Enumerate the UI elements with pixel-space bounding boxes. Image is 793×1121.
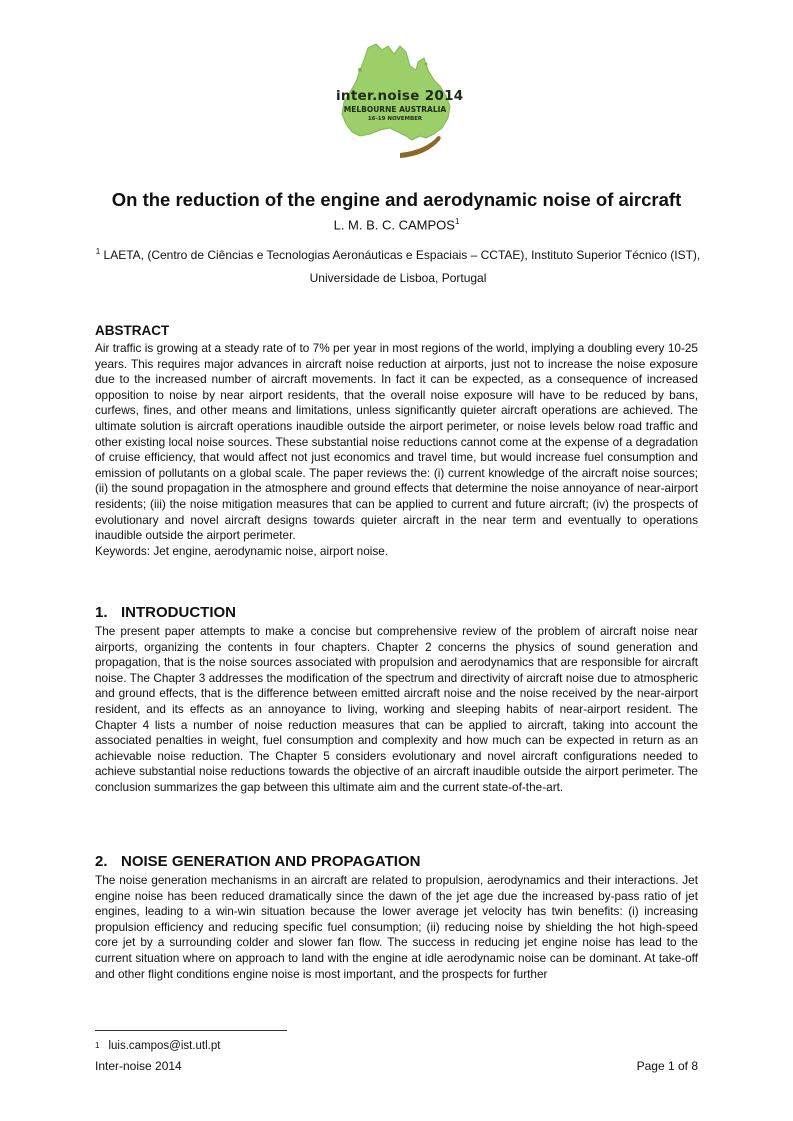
abstract-heading: ABSTRACT bbox=[95, 323, 170, 338]
section-heading bbox=[95, 853, 698, 871]
footnote bbox=[95, 1039, 220, 1053]
conference-logo bbox=[330, 40, 464, 165]
logo-location: MELBOURNE AUSTRALIA bbox=[343, 105, 447, 114]
footnote-email: luis.campos@ist.utl.pt bbox=[108, 1040, 221, 1052]
affiliation-mark: 1 bbox=[95, 247, 101, 256]
affiliation-line-2: Universidade de Lisboa, Portugal bbox=[309, 271, 487, 285]
keywords: Keywords: Jet engine, aerodynamic noise, airport noise. bbox=[95, 543, 389, 558]
section-title: NOISE GENERATION AND PROPAGATION bbox=[121, 853, 421, 870]
logo-dates: 16-19 NOVEMBER bbox=[367, 116, 423, 122]
section-title: INTRODUCTION bbox=[121, 604, 236, 621]
logo-title: inter.noise 2014 bbox=[336, 88, 464, 104]
section-number: 2. bbox=[95, 853, 108, 870]
footnote-mark: 1 bbox=[95, 1041, 100, 1050]
boomerang-icon bbox=[400, 136, 441, 158]
author-name: L. M. B. C. CAMPOS bbox=[333, 217, 455, 233]
section-heading bbox=[95, 604, 698, 622]
footer-page-number: Page 1 of 8 bbox=[636, 1059, 698, 1073]
abstract-text: Air traffic is growing at a steady rate of to 7% per year in most regions of the world, implying a doubling every 10-25 years. This requires major advances in aircraft noise reduction at airports, just not to increase the noise exposure due to the increased number of aircraft movements. In fact it can be expected, as a consequence of increased opposition to noise by near airport residents, that the overall noise exposure will have to be reduced by bans, curfews, fines, and other means and limitations, unless significantly quieter aircraft operations are achieved. The ultimate solution is aircraft operations inaudible outside the airport perimeter, or noise levels below road traffic and other existing local noise sources. These substantial noise reductions cannot come at the expense of a degradation of cruise efficiency, that would affect not just economics and travel time, but would increase fuel consumption and emission of pollutants on a global scale. The paper reviews the: (i) current knowledge of the aircraft noise sources; (ii) the sound propagation in the atmosphere and ground effects that determine the noise annoyance of near-airport residents; (iii) the noise mitigation measures that can be applied to current and future aircraft; (iv) the prospects of evolutionary and novel aircraft designs towards quieter aircraft in the near term and eventually to operations inaudible outside the airport perimeter. bbox=[95, 341, 698, 543]
section-body: The present paper attempts to make a concise but comprehensive review of the problem of aircraft noise near airports, organizing the contents in four chapters. Chapter 2 concerns the physics of sound generation and propagation, that is the noise sources associated with propulsion and aerodynamics that are responsible for aircraft noise. The Chapter 3 addresses the modification of the spectrum and directivity of aircraft noise due to atmospheric and ground effects, that is the difference between emitted aircraft noise and the noise received by the near-airport resident, and its effects as an annoyance to living, working and sleeping habits of near-airport resident. The Chapter 4 lists a number of noise reduction measures that can be applied to aircraft, taking into account the associated penalties in weight, fuel consumption and complexity and how much can be expected in return as an achievable noise reduction. The Chapter 5 considers evolutionary and novel aircraft configurations needed to achieve substantial noise reductions towards the objective of an aircraft inaudible outside the airport perimeter. The conclusion summarizes the gap between this ultimate aim and the current state-of-the-art. bbox=[95, 624, 698, 794]
section-introduction bbox=[95, 604, 698, 796]
affiliation bbox=[86, 240, 710, 290]
author-footnote-mark: 1 bbox=[454, 217, 460, 226]
section-body: The noise generation mechanisms in an aircraft are related to propulsion, aerodynamics and their interactions. Jet engine noise has been reduced dramatically since the dawn of the jet age due the increased by-pass ratio of jet engines, leading to a win-win situation because the lower average jet velocity has twin benefits: (i) increasing propulsion efficiency and reducing specific fuel consumption; (ii) reducing noise by shielding the hot high-speed core jet by a surrounding colder and slower fan flow. The success in reducing jet engine noise has lead to the current situation where on approach to land with the engine at idle aerodynamic noise can be dominant. At take-off and other flight conditions engine noise is most important, and the prospects for further bbox=[95, 873, 698, 981]
author-line bbox=[40, 214, 753, 233]
paper-title: On the reduction of the engine and aerodynamic noise of aircraft bbox=[111, 189, 682, 210]
section-number: 1. bbox=[95, 604, 108, 621]
section-noise-generation bbox=[95, 853, 698, 982]
abstract-section bbox=[95, 323, 698, 559]
footnote-rule bbox=[95, 1030, 287, 1031]
footer-conference: Inter-noise 2014 bbox=[95, 1059, 182, 1073]
affiliation-line-1: $^1$ LAETA, (Centro de Ciências e Tecnologias Aeronáuticas e Espaciais – CCTAE), Instituto Superior Técnico (IST), bbox=[95, 247, 701, 262]
